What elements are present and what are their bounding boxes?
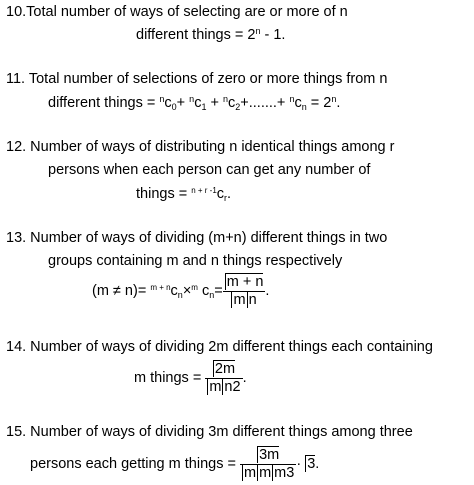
item-10-line-1: 10.Total number of ways of selecting are or more of n [6,4,348,20]
item-13-denominator [223,292,266,308]
item-11-sub-1: 1 [201,102,207,112]
item-14-numerator [205,362,242,379]
item-13-den-m: m [233,291,246,308]
item-11-c-2: c [228,95,236,111]
item-12-sub: r [224,193,228,203]
item-13-prescript-1: m + n [150,282,171,292]
item-11-lead: different things = [48,95,160,111]
item-13-sub-2: n [209,289,215,300]
item-14-formula [134,362,247,394]
item-14-line-1: 14. Number of ways of dividing 2m different things each containing [6,339,433,355]
item-12-line-2: persons when each person can get any number of [48,162,371,178]
item-12-formula [136,187,231,202]
item-10-formula-lead: different things = 2 [136,27,256,43]
item-10-formula [136,28,285,43]
item-12-end: . [227,186,232,202]
item-12-c: c [216,186,225,202]
item-11-sub-0: 0 [171,102,177,112]
item-14-end: . [242,369,247,386]
item-13-line-2: groups containing m and n things respectively [48,253,343,269]
item-11-pre-n-2: n [222,94,228,104]
item-15-den-m2: m [259,464,272,481]
item-13-den-n: n [248,291,257,308]
item-13-fraction [223,275,266,307]
item-13-times: × [182,282,192,299]
item-11-end: . [336,95,341,111]
item-15-num-factorial: 3m [259,447,280,463]
item-15-den-m1: m [243,464,257,481]
item-13-lhs: (m ≠ n)= [92,282,151,299]
item-10-formula-tail: - 1. [260,27,286,43]
item-15-numerator [240,448,296,465]
item-15-fraction [240,448,296,480]
item-11-tail: = 2 [306,95,332,111]
item-11-pre-n-n: n [289,94,295,104]
item-13-prescript-2: m [191,282,198,292]
item-11-c-1: c [194,95,202,111]
item-14-lhs: m things = [134,369,206,386]
item-13-c-2: c [201,282,210,299]
item-14-den-n: n [224,378,233,395]
item-11-c-0: c [164,95,172,111]
item-11-exp-n: n [331,94,337,104]
item-11-sub-2: 2 [235,102,241,112]
item-11-c-n: c [294,95,302,111]
item-15-denominator [240,465,296,481]
item-15-den-m3: m [274,464,287,481]
item-11-plus-2: + [210,95,223,111]
item-11-pre-n-0: n [159,94,165,104]
item-14-den-2: 2 [232,378,241,395]
item-11-formula [48,96,340,111]
item-11-pre-n-1: n [189,94,195,104]
item-15-line-1: 15. Number of ways of dividing 3m different things among three [6,424,413,440]
item-11-sub-n: n [301,102,307,112]
item-12-line-1: 12. Number of ways of distributing n identical things among r [6,139,395,155]
item-14-den-m: m [209,378,222,395]
item-15-end: . [315,455,320,472]
item-15-formula [30,448,319,480]
item-15-dot: · [296,455,302,472]
item-13-end: . [265,282,270,299]
item-12-lead: things = [136,186,192,202]
item-10-exponent: n [255,26,261,36]
item-12-prescript: n + r -1 [191,186,217,195]
item-15-den-3: 3 [286,464,295,481]
item-13-sub-1: n [177,289,183,300]
item-15-lhs: persons each getting m things = [30,455,240,472]
item-11-plus-1: + [176,95,190,111]
item-13-num-factorial: m + n [226,274,264,290]
item-14-fraction [205,362,242,394]
item-13-line-1: 13. Number of ways of dividing (m+n) different things in two [6,230,388,246]
item-13-numerator [223,275,266,292]
item-14-denominator [205,379,242,395]
item-14-num-factorial: 2m [214,361,236,377]
item-13-formula [92,275,269,307]
item-15-rhs-factorial: 3 [307,455,316,472]
item-13-c-1: c [170,282,178,299]
item-11-line-1: 11. Total number of selections of zero or more things from n [6,71,388,87]
item-13-eq: = [214,282,223,299]
item-11-dots: +.......+ [240,95,290,111]
